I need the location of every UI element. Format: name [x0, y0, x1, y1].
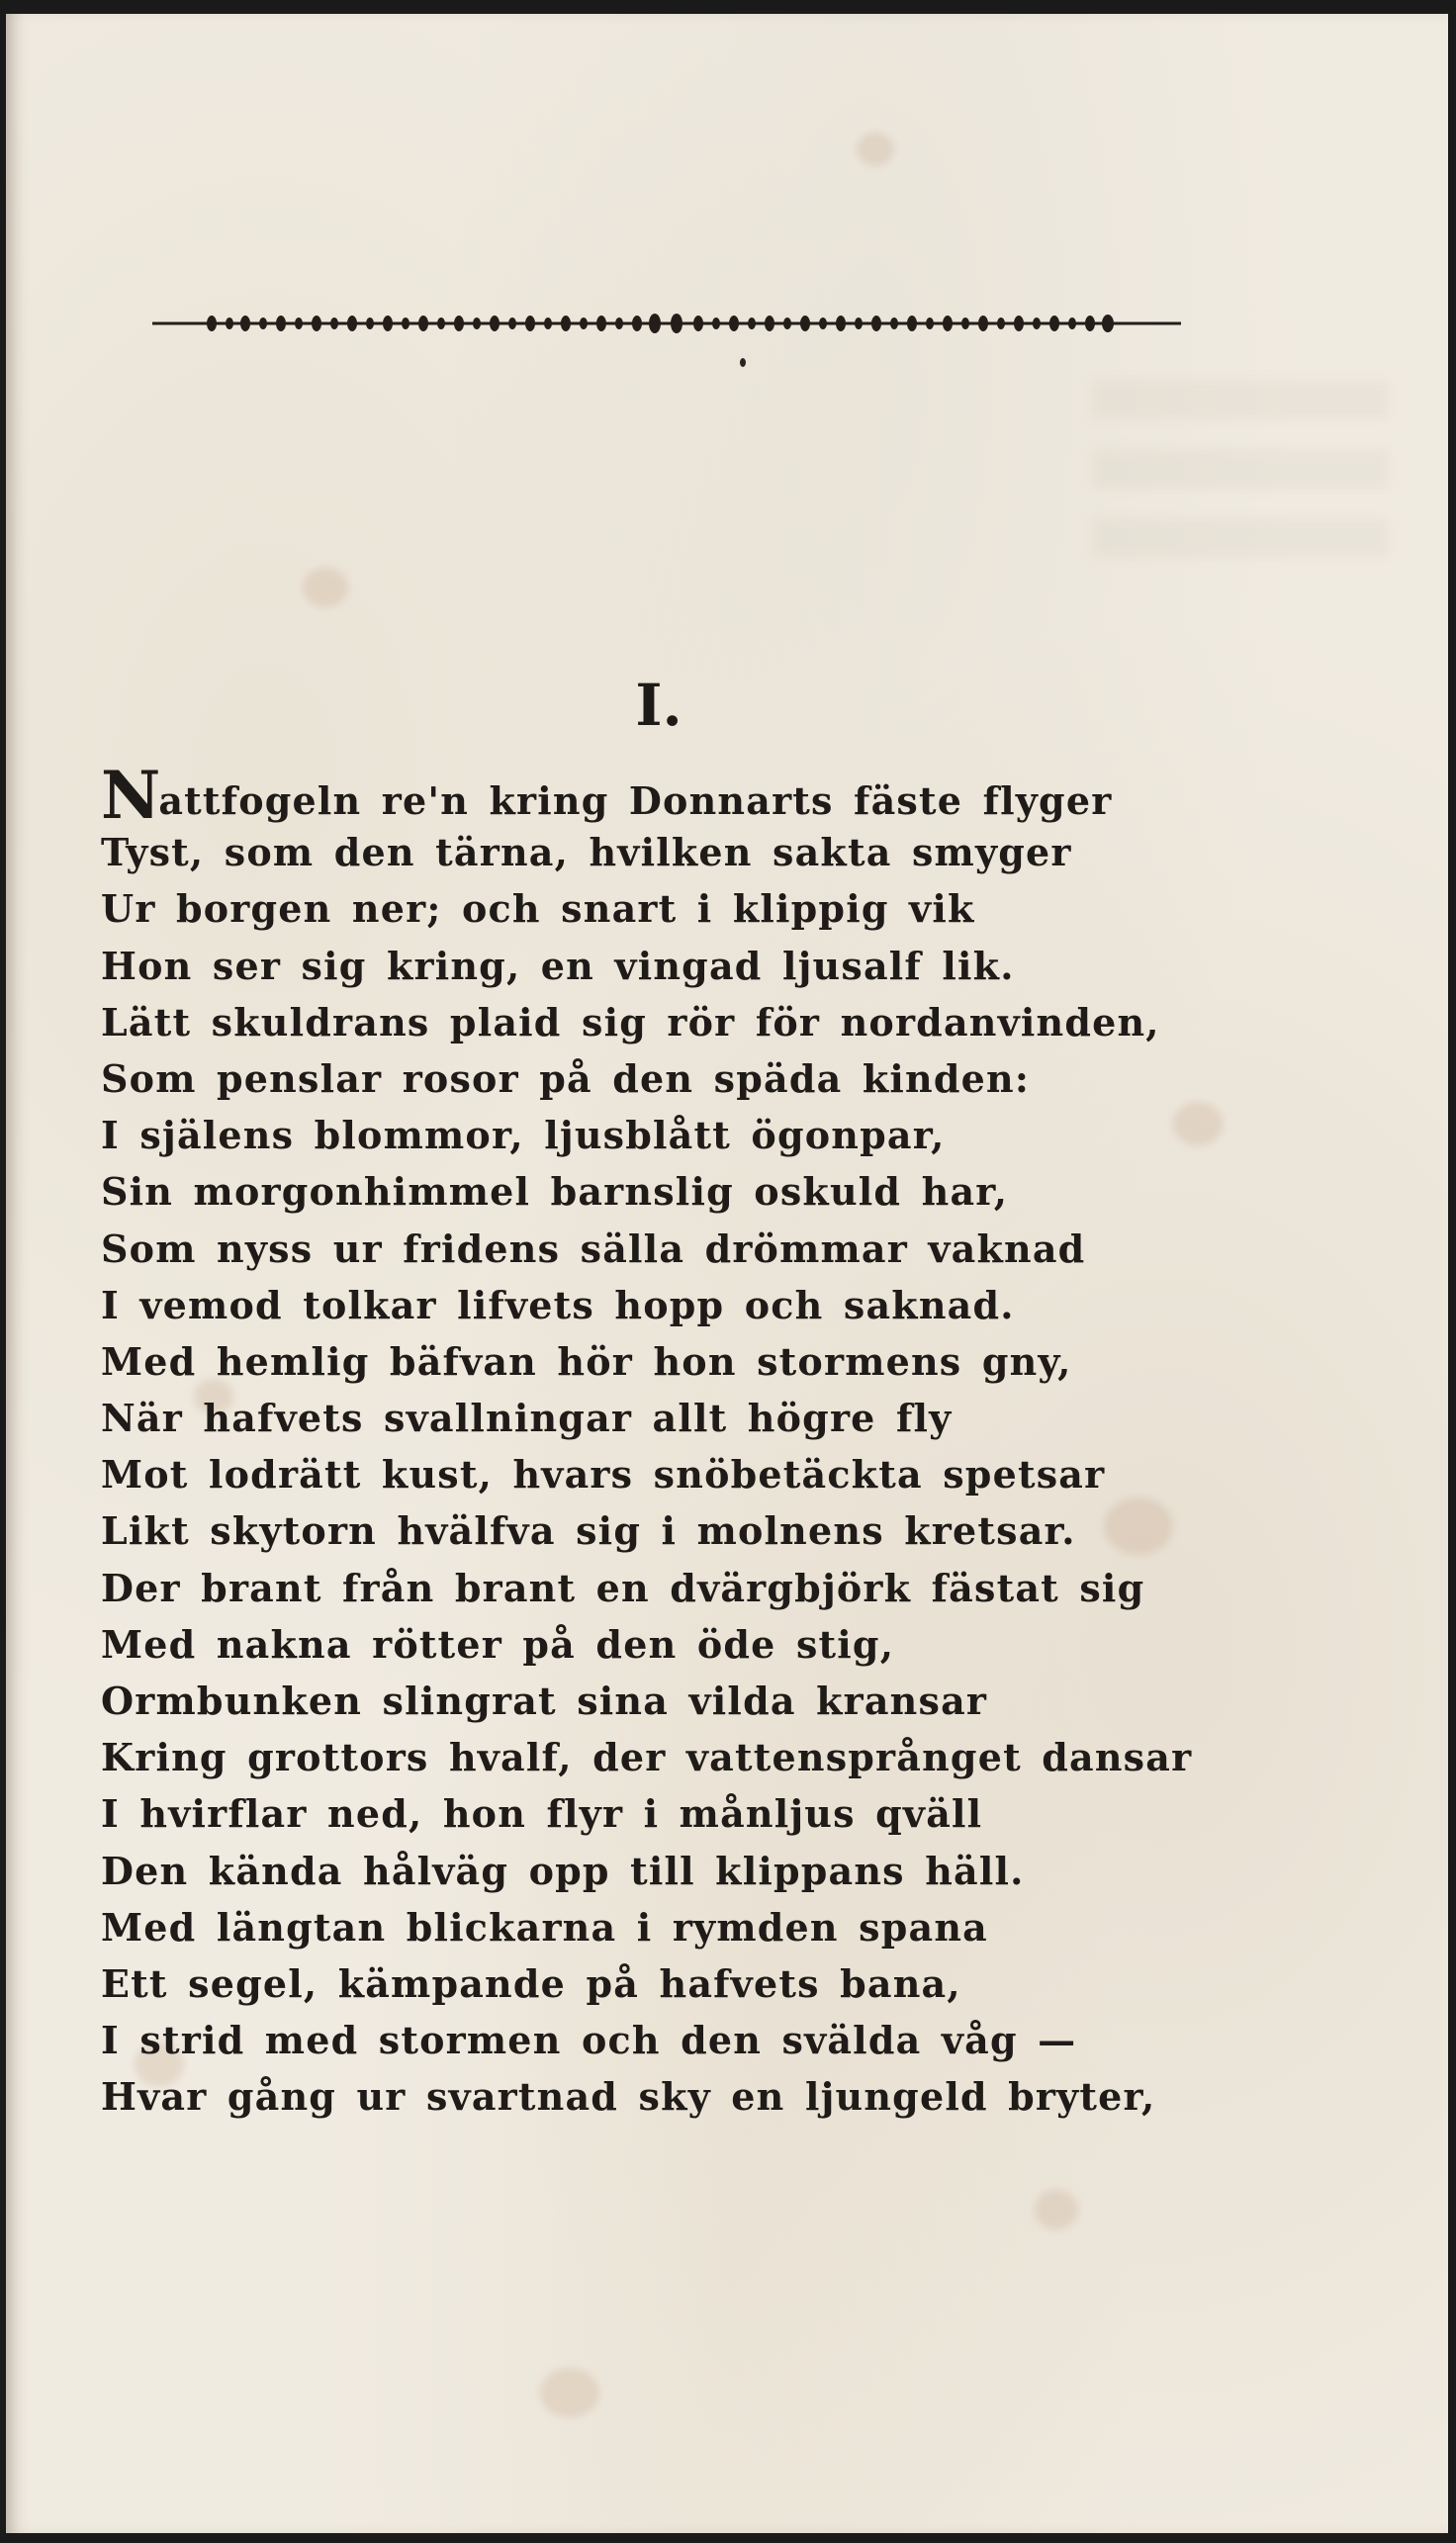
poem-line: Ett segel, kämpande på hafvets bana, [101, 1960, 961, 2006]
bleed-through-shadow [1092, 380, 1389, 419]
poem-line: Nattfogeln re'n kring Donnarts fäste flyger [101, 757, 1113, 834]
poem-line: Tyst, som den tärna, hvilken sakta smyger [101, 830, 1072, 875]
poem-line: Som penslar rosor på den späda kinden: [101, 1055, 1031, 1101]
foxing-spot [303, 568, 348, 607]
bleed-through-shadow [1092, 518, 1389, 558]
poem-line: Likt skytorn hvälfva sig i molnens kretsar. [101, 1508, 1076, 1554]
drop-cap: N [101, 757, 159, 834]
bleed-through-shadow [1092, 449, 1389, 489]
poem-line: Lätt skuldrans plaid sig rör för nordanvinden, [101, 999, 1160, 1044]
poem-line: Der brant från brant en dvärgbjörk fästat sig [101, 1565, 1145, 1610]
poem-body [101, 757, 1209, 2126]
foxing-spot [1035, 2190, 1078, 2229]
poem-line: I själens blommor, ljusblått ögonpar, [101, 1113, 946, 1158]
poem-line: Hvar gång ur svartnad sky en ljungeld bryter, [101, 2074, 1156, 2120]
ornamental-rule [152, 311, 1181, 336]
poem-line: Som nyss ur fridens sälla drömmar vaknad [101, 1226, 1086, 1271]
poem-line: I vemod tolkar lifvets hopp och saknad. [101, 1282, 1015, 1327]
ink-speck [740, 358, 746, 367]
poem-line: Ormbunken slingrat sina vilda kransar [101, 1679, 988, 1723]
poem-line: Den kända hålväg opp till klippans häll. [101, 1848, 1025, 1893]
poem-line: I strid med stormen och den svälda våg — [101, 2018, 1077, 2063]
poem-line: I hvirflar ned, hon flyr i månljus qväll [101, 1791, 983, 1837]
book-page [6, 14, 1448, 2533]
poem-line: När hafvets svallningar allt högre fly [101, 1396, 953, 1441]
poem-line: Sin morgonhimmel barnslig oskuld har, [101, 1169, 1009, 1215]
poem-line: Med längtan blickarna i rymden spana [101, 1904, 988, 1950]
section-numeral: I. [635, 672, 682, 739]
poem-line: Kring grottors hvalf, der vattensprånget dansar [101, 1735, 1193, 1780]
poem-line: Med nakna rötter på den öde stig, [101, 1621, 895, 1667]
poem-line: Ur borgen ner; och snart i klippig vik [101, 886, 975, 932]
poem-line: Med hemlig bäfvan hör hon stormens gny, [101, 1338, 1072, 1384]
poem-line: Mot lodrätt kust, hvars snöbetäckta spetsar [101, 1452, 1106, 1498]
foxing-spot [857, 133, 894, 166]
foxing-spot [540, 2368, 599, 2417]
poem-line: Hon ser sig kring, en vingad ljusalf lik. [101, 943, 1015, 988]
